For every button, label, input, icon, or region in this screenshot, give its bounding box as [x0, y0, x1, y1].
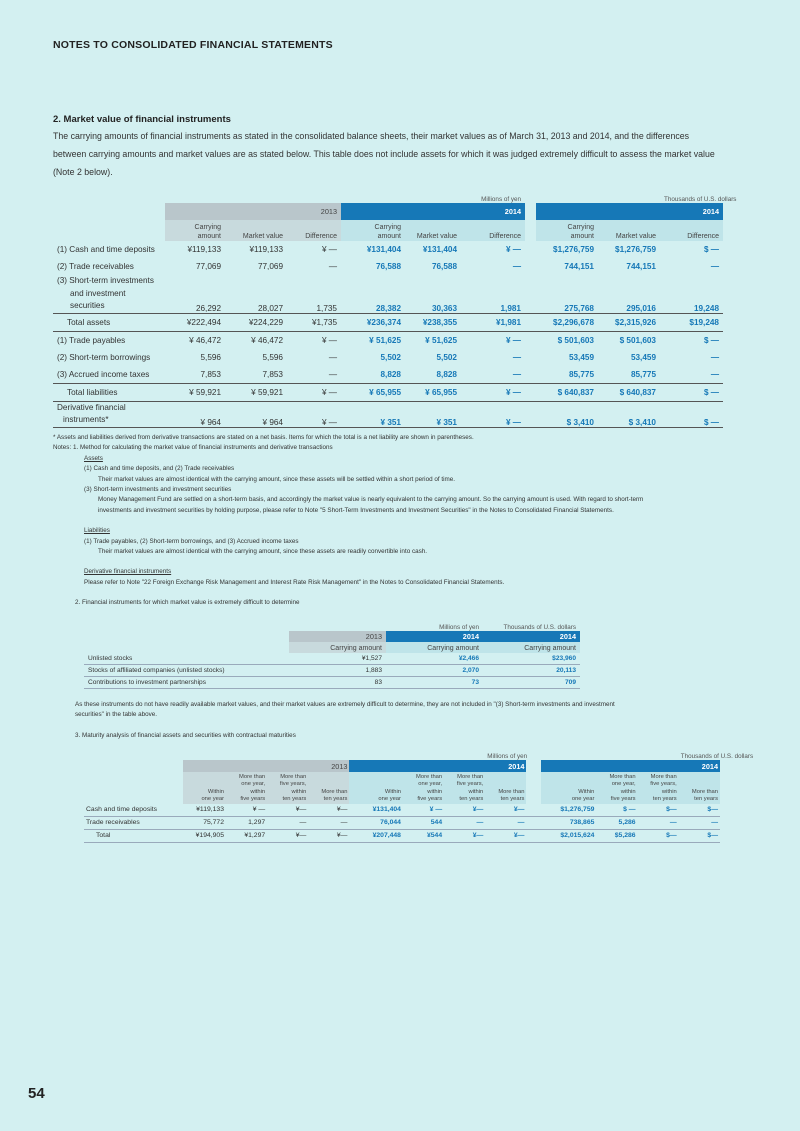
year-2013: 2013: [165, 203, 341, 220]
spacer: [525, 313, 536, 331]
note-asterisk: * Assets and liabilities derived from derivative transactions are stated on a net basis. Items for which the total is a net liability are shown in parentheses.: [53, 434, 474, 441]
value-cell: $1,276,759: [541, 804, 597, 817]
year-2014: 2014: [341, 203, 525, 220]
note-liabilities-heading: Liabilities: [84, 527, 110, 535]
spacer: [525, 366, 536, 384]
value-cell: 1,981: [500, 303, 521, 313]
table-row: [53, 313, 723, 331]
col-market: Market value: [598, 220, 660, 241]
row-label-text: (3) Short-term investments: [57, 276, 154, 285]
col-header-text: More than: [239, 774, 266, 780]
col-header-text: five years: [417, 796, 443, 803]
col-header-text: five years,: [279, 781, 307, 788]
row-label-text: Derivative financial: [57, 402, 126, 412]
value-cell: 30,363: [431, 303, 457, 313]
value-cell: 77,069: [195, 262, 221, 271]
value-cell: ¥1,735: [287, 313, 341, 331]
value-cell: ¥119,133: [187, 245, 221, 254]
col-header-text: one year,: [241, 781, 266, 788]
unit-usd: Thousands of U.S. dollars: [680, 753, 754, 760]
value-cell: $—: [679, 829, 720, 842]
value-cell: ¥ 65,955: [405, 383, 461, 401]
value-cell: ¥ —: [461, 401, 525, 427]
value-cell: 85,775: [630, 369, 656, 379]
note-2-after-b: securities" in the table above.: [75, 711, 158, 719]
value-cell: —: [679, 816, 720, 829]
value-cell: 1,883: [289, 665, 386, 677]
col-header-text: Within: [578, 788, 595, 795]
value-cell: 77,069: [257, 262, 283, 271]
year-2014-usd: 2014: [541, 760, 720, 772]
col-header-text: ten years: [323, 796, 348, 803]
spacer: [526, 829, 540, 842]
table-row: [53, 349, 723, 366]
value-cell: ¥ —: [321, 245, 337, 254]
value-cell: —: [512, 262, 521, 271]
value-cell: $ 501,603: [598, 331, 660, 349]
section-intro: The carrying amounts of financial instruments as stated in the consolidated balance sheets, their market values as of March 31, 2013 and 2014, and the differences between carrying amounts and market values are as stated below. This table does not include assets for which it was judged extremely difficult to assess the market value (Note 2 below).: [53, 131, 715, 177]
value-cell: ¥—: [267, 829, 308, 842]
section-title: 2. Market value of financial instruments: [53, 114, 231, 125]
value-cell: $2,315,926: [598, 313, 660, 331]
value-cell: —: [512, 352, 521, 362]
value-cell: $ 3,410: [536, 401, 598, 427]
value-cell: ¥2,466: [386, 653, 483, 665]
col-header-text: one year: [201, 796, 224, 803]
col-header-text: More than: [321, 788, 348, 795]
col-header: [308, 772, 349, 804]
value-cell: ¥ 65,955: [341, 383, 405, 401]
value-cell: ¥ 351: [341, 401, 405, 427]
value-cell: ¥224,229: [225, 313, 287, 331]
value-cell: 544: [403, 816, 444, 829]
year-2014-usd: 2014: [536, 203, 723, 220]
note-3: 3. Maturity analysis of financial assets and securities with contractual maturities: [75, 731, 296, 739]
value-cell: ¥—: [444, 829, 485, 842]
value-cell: ¥1,527: [289, 653, 386, 665]
col-carrying-amount: Carrying amount: [289, 642, 386, 653]
value-cell: ¥ 59,921: [165, 383, 225, 401]
value-cell: 53,459: [630, 352, 656, 362]
row-label: Stocks of affiliated companies (unlisted stocks): [84, 665, 289, 677]
value-cell: $ 640,837: [536, 383, 598, 401]
value-cell: ¥119,133: [249, 245, 283, 254]
spacer: [525, 383, 536, 401]
row-label: Total: [84, 829, 183, 842]
value-cell: $ —: [703, 245, 719, 254]
col-header-text: More than: [691, 788, 718, 795]
col-header-text: More than: [498, 788, 525, 795]
value-cell: $ 640,837: [598, 383, 660, 401]
col-header-text: More than: [650, 774, 677, 780]
col-header-text: ten years: [500, 796, 525, 803]
table-row: [53, 383, 723, 401]
value-cell: —: [710, 262, 719, 271]
row-label: [53, 331, 165, 349]
value-cell: —: [328, 369, 337, 379]
value-cell: 83: [289, 677, 386, 689]
notes-after-table2: [53, 700, 733, 741]
value-cell: ¥—: [485, 804, 526, 817]
spacer: [526, 816, 540, 829]
col-carrying: Carrying: [194, 224, 221, 231]
value-cell: $2,015,624: [541, 829, 597, 842]
col-header-text: within: [620, 788, 636, 795]
spacer: [525, 258, 536, 275]
col-header: [226, 772, 267, 804]
value-cell: $2,296,678: [536, 313, 598, 331]
row-label-text: securities: [70, 301, 105, 310]
unit-yen: Millions of yen: [481, 196, 521, 203]
value-cell: $19,248: [660, 313, 723, 331]
row-label: Contributions to investment partnerships: [84, 677, 289, 689]
value-cell: ¥131,404: [366, 245, 401, 254]
col-header-text: ten years: [459, 796, 484, 803]
value-cell: 275,768: [564, 303, 594, 313]
col-header-text: one year,: [418, 781, 443, 788]
value-cell: —: [444, 816, 485, 829]
row-label: Cash and time deposits: [84, 804, 183, 817]
year-2014: 2014: [349, 760, 526, 772]
value-cell: 8,828: [436, 369, 457, 379]
value-cell: $—: [638, 829, 679, 842]
value-cell: 8,828: [380, 369, 401, 379]
value-cell: 7,853: [200, 369, 221, 379]
page-header: NOTES TO CONSOLIDATED FINANCIAL STATEMENTS: [53, 39, 333, 51]
row-label: [53, 241, 165, 258]
value-cell: ¥131,404: [349, 804, 403, 817]
note-assets-heading: Assets: [84, 454, 103, 462]
col-header-text: Within: [207, 788, 224, 795]
value-cell: —: [710, 369, 719, 379]
value-cell: 7,853: [262, 369, 283, 379]
col-header-text: one year: [378, 796, 401, 803]
value-cell: —: [512, 369, 521, 379]
value-cell: 85,775: [568, 369, 594, 379]
value-cell: 76,588: [431, 262, 457, 271]
col-carrying-amount: Carrying amount: [386, 642, 483, 653]
value-cell: ¥ 46,472: [165, 331, 225, 349]
value-cell: 2,070: [386, 665, 483, 677]
value-cell: ¥ —: [226, 804, 267, 817]
unit-usd: Thousands of U.S. dollars: [503, 624, 576, 631]
col-header-text: five years: [610, 796, 636, 803]
value-cell: $ —: [596, 804, 637, 817]
value-cell: ¥ 46,472: [225, 331, 287, 349]
table-row: [84, 653, 580, 665]
value-cell: ¥207,448: [349, 829, 403, 842]
row-label-text: (3) Accrued income taxes: [57, 369, 150, 379]
row-label: [53, 275, 165, 313]
value-cell: 75,772: [183, 816, 226, 829]
col-header-text: More than: [280, 774, 307, 780]
table-row: [53, 331, 723, 349]
value-cell: ¥ —: [287, 383, 341, 401]
col-header-text: within: [291, 788, 307, 795]
unit-yen: Millions of yen: [439, 624, 479, 631]
market-value-table: [53, 186, 737, 428]
note-derivative-heading: Derivative financial instruments: [84, 568, 172, 576]
value-cell: —: [267, 816, 308, 829]
value-cell: 53,459: [568, 352, 594, 362]
row-label-text: (2) Short-term borrowings: [57, 352, 151, 362]
value-cell: ¥ 964: [225, 401, 287, 427]
table-row: [84, 816, 720, 829]
col-header-text: More than: [609, 774, 636, 780]
value-cell: ¥ 59,921: [225, 383, 287, 401]
value-cell: 26,292: [195, 303, 221, 313]
col-market: Market value: [225, 220, 287, 241]
col-diff: Difference: [287, 220, 341, 241]
value-cell: —: [710, 352, 719, 362]
spacer: [525, 331, 536, 349]
note-assets-1: (1) Cash and time deposits, and (2) Trade receivables: [84, 465, 235, 473]
value-cell: $1,276,759: [553, 245, 594, 254]
spacer: [525, 349, 536, 366]
note-liabilities-1b: Their market values are almost identical with the carrying amount, since these assets are readily convertible into cash.: [98, 548, 427, 556]
table-row: [53, 366, 723, 384]
value-cell: ¥—: [308, 804, 349, 817]
col-header: [403, 772, 444, 804]
row-label: [53, 349, 165, 366]
value-cell: ¥ 351: [405, 401, 461, 427]
table-row: [84, 665, 580, 677]
value-cell: ¥ —: [287, 401, 341, 427]
note-1: Notes: 1. Method for calculating the market value of financial instruments and derivative transactions: [53, 444, 333, 452]
col-header-text: ten years: [652, 796, 677, 803]
value-cell: ¥ —: [505, 245, 521, 254]
col-carrying: Carrying: [374, 224, 401, 231]
value-cell: 1,735: [316, 303, 337, 313]
spacer: [525, 241, 536, 258]
value-cell: 295,016: [626, 303, 656, 313]
value-cell: ¥222,494: [165, 313, 225, 331]
col-header-text: within: [250, 788, 266, 795]
col-header: [638, 772, 679, 804]
note-derivative-1: Please refer to Note "22 Foreign Exchange Risk Management and Interest Rate Risk Management" in the Notes to Consolidated Financial Statements.: [84, 578, 505, 586]
value-cell: ¥ —: [403, 804, 444, 817]
row-label: [53, 401, 165, 427]
value-cell: ¥544: [403, 829, 444, 842]
col-header-text: one year,: [611, 781, 636, 788]
value-cell: 28,382: [375, 303, 401, 313]
value-cell: ¥—: [444, 804, 485, 817]
spacer: [525, 401, 536, 427]
col-header: [267, 772, 308, 804]
note-2-after: As these instruments do not have readily available market values, and their market values are extremely difficult to determine, they are not included in "(3) Short-term investments and investment: [75, 701, 615, 708]
col-header: [541, 772, 597, 804]
unit-yen: Millions of yen: [487, 753, 528, 760]
col-header-text: five years,: [456, 781, 484, 788]
col-header-text: within: [468, 788, 484, 795]
col-diff: Difference: [660, 220, 723, 241]
row-label-text: (2) Trade receivables: [57, 262, 134, 271]
col-carrying: Carrying: [567, 224, 594, 231]
value-cell: $ —: [660, 401, 723, 427]
value-cell: $ 3,410: [598, 401, 660, 427]
table-row: [84, 804, 720, 817]
value-cell: 19,248: [693, 303, 719, 313]
col-header: [679, 772, 720, 804]
year-2013: 2013: [183, 760, 350, 772]
value-cell: 738,865: [541, 816, 597, 829]
value-cell: —: [638, 816, 679, 829]
row-label-text: Total assets: [67, 317, 111, 327]
value-cell: ¥1,981: [461, 313, 525, 331]
value-cell: ¥ —: [461, 383, 525, 401]
value-cell: —: [328, 262, 337, 271]
value-cell: $23,960: [483, 653, 580, 665]
col-header-text: More than: [416, 774, 443, 780]
col-header-text: Within: [384, 788, 401, 795]
col-carrying-amount: Carrying amount: [483, 642, 580, 653]
row-label: [53, 313, 165, 331]
row-label: Trade receivables: [84, 816, 183, 829]
row-label: [53, 366, 165, 384]
value-cell: —: [328, 352, 337, 362]
value-cell: ¥ 51,625: [341, 331, 405, 349]
col-diff: Difference: [461, 220, 525, 241]
col-header-text: five years: [240, 796, 266, 803]
col-header: [349, 772, 403, 804]
notes-block: [53, 433, 733, 609]
col-header-text: within: [661, 788, 677, 795]
value-cell: ¥119,133: [183, 804, 226, 817]
note-assets-3b: Money Management Fund are settled on a short-term basis, and accordingly the market value is nearly equivalent to the carrying amount. So the carrying amount is used. With regard to short-term: [98, 496, 644, 504]
col-header: [183, 772, 226, 804]
value-cell: ¥—: [485, 829, 526, 842]
unlisted-instruments-table: [84, 620, 580, 689]
col-header-text: ten years: [282, 796, 307, 803]
value-cell: $5,286: [596, 829, 637, 842]
note-liabilities-1: (1) Trade payables, (2) Short-term borrowings, and (3) Accrued income taxes: [84, 537, 299, 545]
row-label: [53, 258, 165, 275]
col-header-text: More than: [457, 774, 484, 780]
value-cell: 5,286: [596, 816, 637, 829]
table-row: [84, 677, 580, 689]
value-cell: $ —: [660, 383, 723, 401]
value-cell: $—: [679, 804, 720, 817]
spacer: [525, 275, 536, 313]
table-row: [53, 275, 723, 313]
note-assets-3: (3) Short-term investments and investment securities: [84, 486, 232, 494]
value-cell: ¥ —: [287, 331, 341, 349]
value-cell: ¥—: [308, 829, 349, 842]
value-cell: ¥—: [267, 804, 308, 817]
value-cell: 73: [386, 677, 483, 689]
row-label: [53, 383, 165, 401]
value-cell: ¥ —: [461, 331, 525, 349]
col-carrying-2: amount: [377, 233, 401, 240]
value-cell: ¥131,404: [422, 245, 457, 254]
value-cell: 5,596: [200, 352, 221, 362]
value-cell: 709: [483, 677, 580, 689]
value-cell: 76,044: [349, 816, 403, 829]
col-header-text: ten years: [694, 796, 718, 803]
table-row: [53, 401, 723, 427]
value-cell: $—: [638, 804, 679, 817]
value-cell: ¥194,905: [183, 829, 226, 842]
value-cell: 1,297: [226, 816, 267, 829]
note-assets-3c: investments and investment securities by holding purpose, please refer to Note "5 Short-Term Investments and Investment Securities" in the Notes to Consolidated Financial Statements.: [98, 506, 614, 514]
row-label-text: (1) Cash and time deposits: [57, 245, 155, 254]
value-cell: 5,502: [436, 352, 457, 362]
col-carrying-2: amount: [197, 233, 221, 240]
row-label-text: (1) Trade payables: [57, 335, 126, 345]
col-header: [596, 772, 637, 804]
value-cell: 744,151: [626, 262, 656, 271]
value-cell: $1,276,759: [615, 245, 656, 254]
row-label-text: instruments*: [63, 415, 109, 424]
table-row: [53, 258, 723, 275]
row-label-text: Total liabilities: [67, 387, 118, 397]
value-cell: ¥ 964: [165, 401, 225, 427]
year-2014: 2014: [386, 631, 483, 642]
row-label: Unlisted stocks: [84, 653, 289, 665]
col-market: Market value: [405, 220, 461, 241]
value-cell: ¥ 51,625: [405, 331, 461, 349]
value-cell: 5,596: [262, 352, 283, 362]
value-cell: 744,151: [564, 262, 594, 271]
page-number: 54: [28, 1085, 45, 1102]
value-cell: 20,113: [483, 665, 580, 677]
value-cell: $ —: [660, 331, 723, 349]
value-cell: $ 501,603: [536, 331, 598, 349]
col-carrying-2: amount: [570, 233, 594, 240]
value-cell: ¥238,355: [405, 313, 461, 331]
col-header: [485, 772, 526, 804]
value-cell: ¥1,297: [226, 829, 267, 842]
row-label-text: and investment: [70, 288, 126, 298]
year-2013: 2013: [289, 631, 386, 642]
table-row: [84, 829, 720, 842]
value-cell: —: [308, 816, 349, 829]
table-row: [53, 241, 723, 258]
value-cell: ¥236,374: [341, 313, 405, 331]
value-cell: 76,588: [375, 262, 401, 271]
note-2: 2. Financial instruments for which market value is extremely difficult to determine: [75, 599, 300, 607]
unit-usd: Thousands of U.S. dollars: [664, 196, 737, 203]
year-2014-usd: 2014: [483, 631, 580, 642]
note-assets-1b: Their market values are almost identical with the carrying amount, since these assets will be settled within a short period of time.: [98, 475, 455, 483]
value-cell: —: [485, 816, 526, 829]
maturity-table: [84, 748, 754, 843]
value-cell: 5,502: [380, 352, 401, 362]
col-header-text: one year: [571, 796, 595, 803]
col-header: [444, 772, 485, 804]
spacer: [526, 804, 540, 817]
value-cell: 28,027: [257, 303, 283, 313]
spacer: [526, 772, 540, 804]
col-header-text: five years,: [650, 781, 677, 788]
col-header-text: within: [427, 788, 443, 795]
